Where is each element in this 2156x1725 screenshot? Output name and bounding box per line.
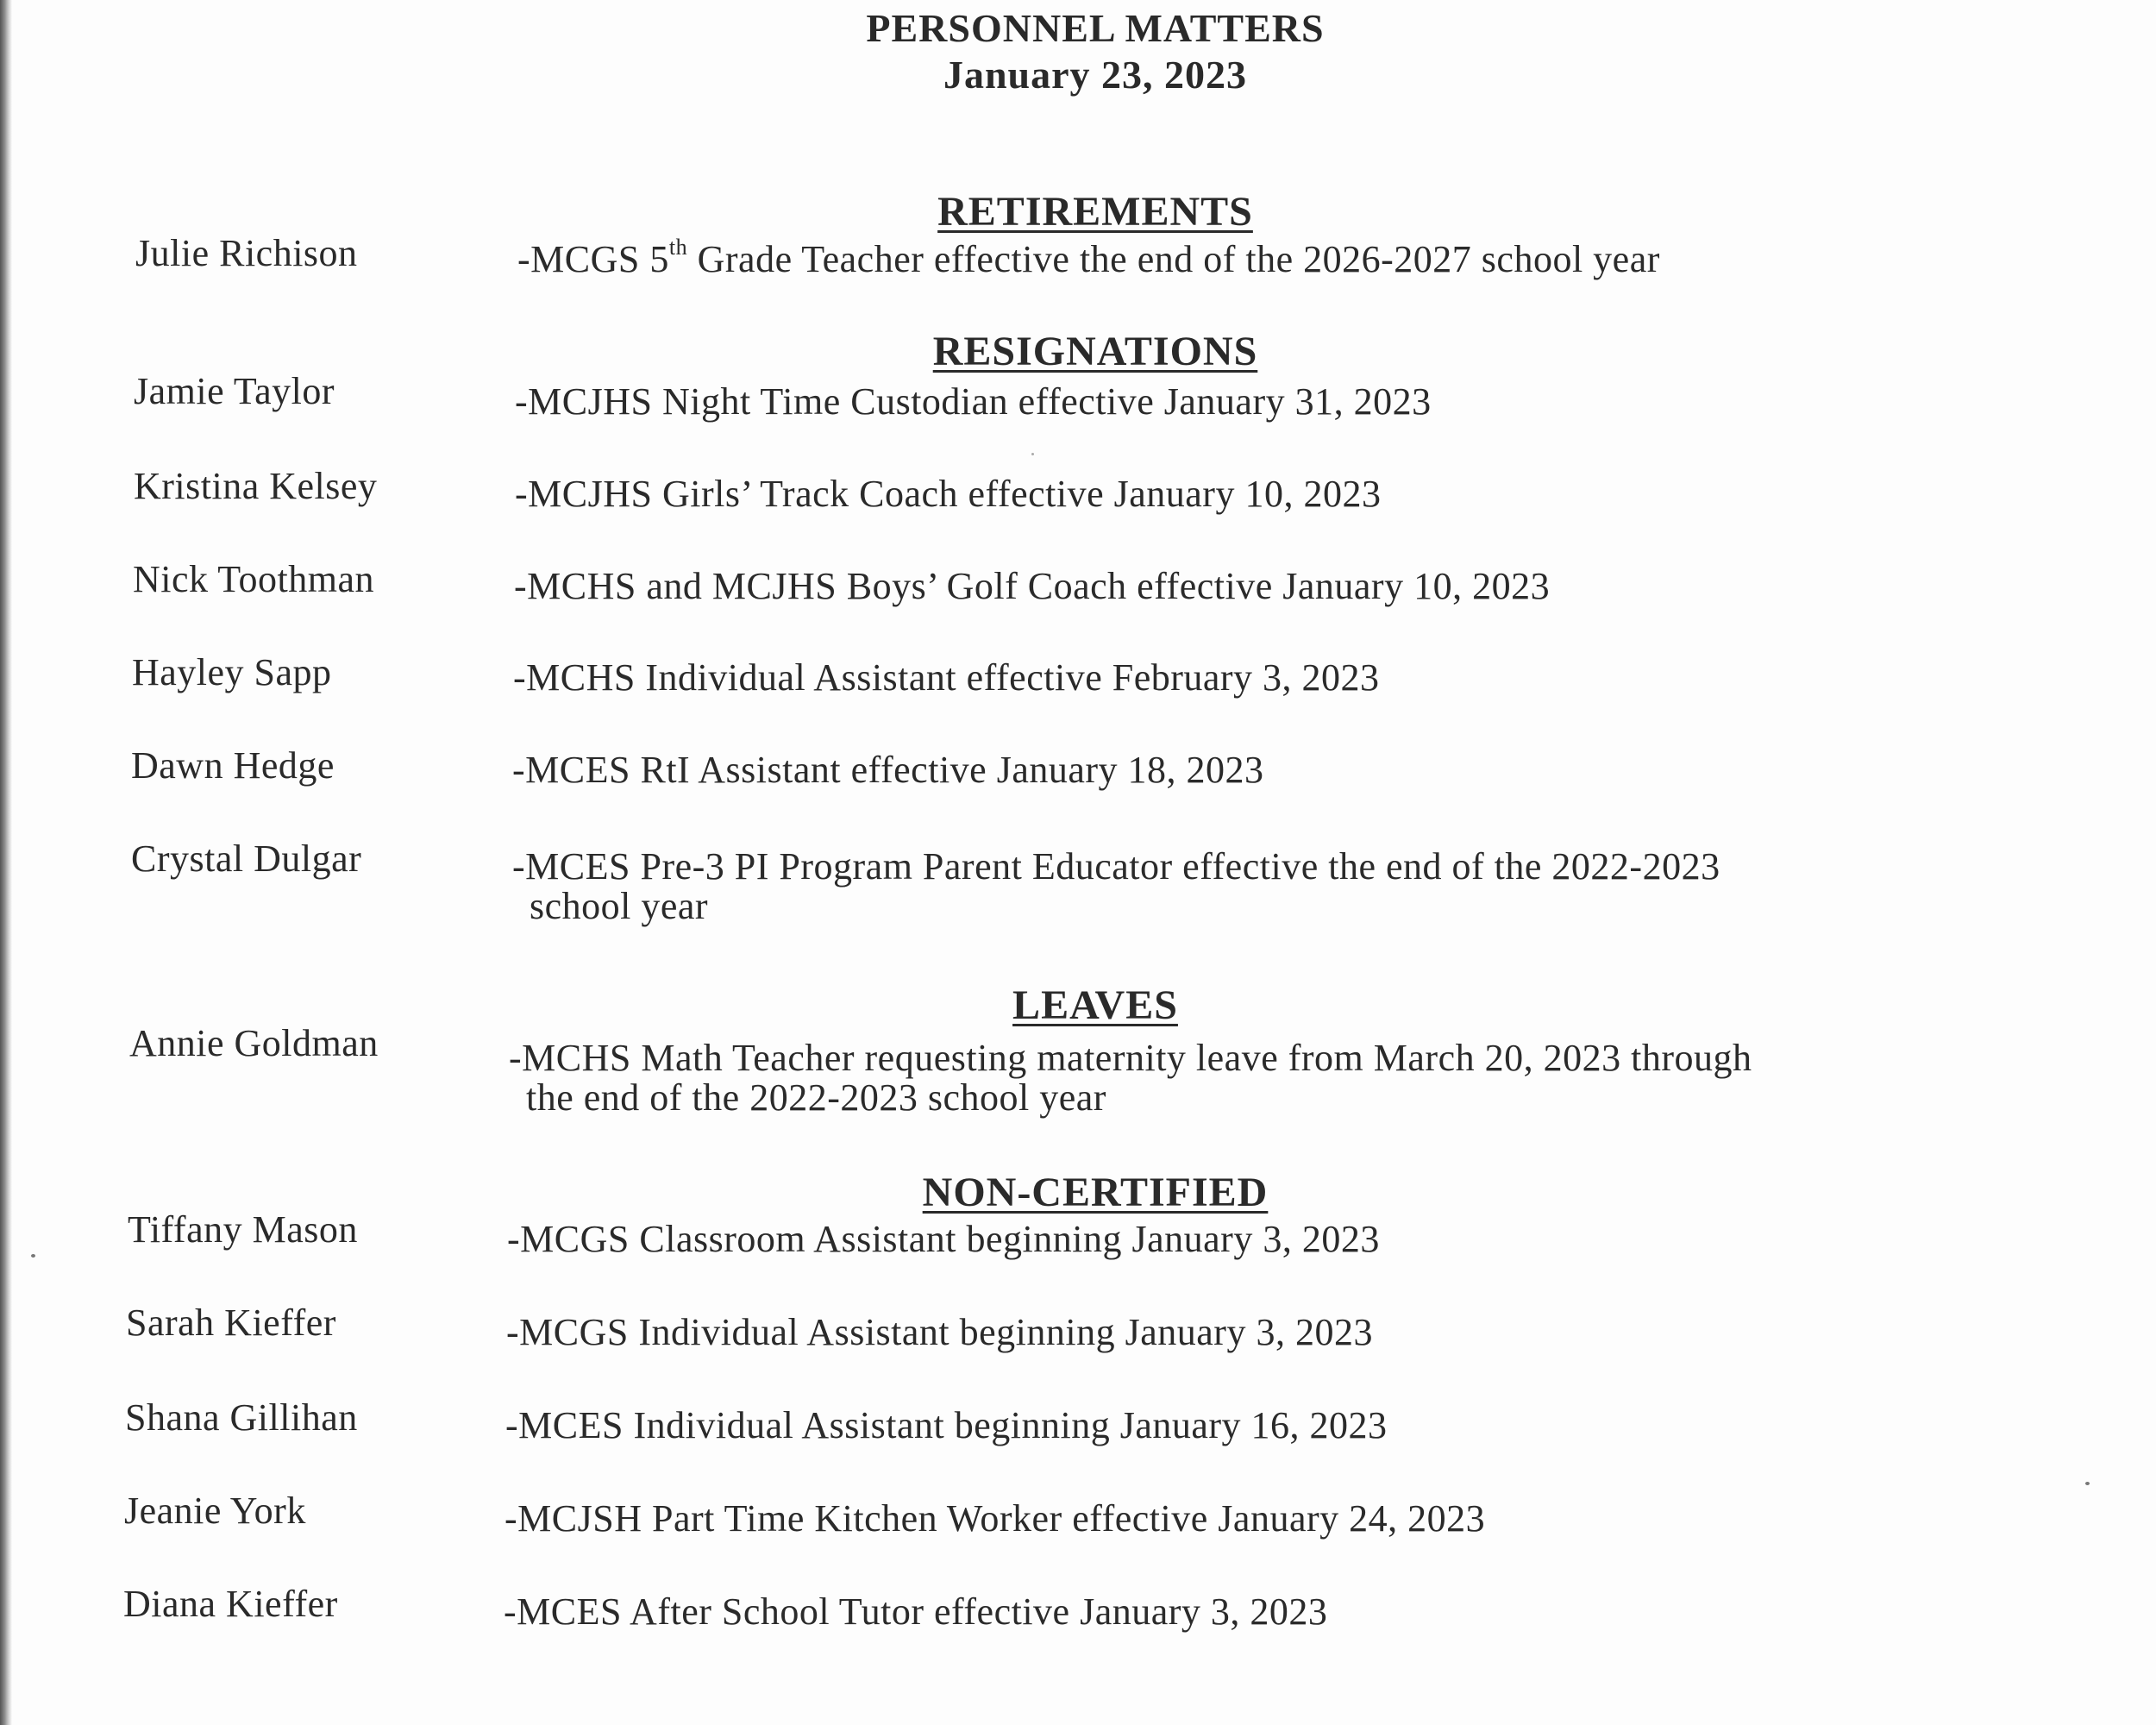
entry-name: Diana Kieffer (123, 1583, 338, 1625)
entry-description: -MCGS Individual Assistant beginning January 3, 2023 (506, 1311, 1373, 1353)
entry-description: -MCJHS Night Time Custodian effective January 31, 2023 (515, 380, 1432, 423)
entry-description-text: -MCHS Math Teacher requesting maternity leave from March 20, 2023 through (509, 1037, 1752, 1079)
entry-name: Jamie Taylor (134, 370, 335, 412)
entry-description: -MCHS and MCJHS Boys’ Golf Coach effective January 10, 2023 (514, 565, 1551, 607)
entry-name: Shana Gillihan (125, 1396, 358, 1439)
entry-description-text: Grade Teacher effective the end of the 2026-2027 school year (687, 238, 1660, 280)
section-heading-leaves: LEAVES (1012, 982, 1178, 1028)
entry-name: Kristina Kelsey (134, 465, 378, 507)
entry-description-text: -MCGS 5 (517, 238, 669, 280)
ordinal-suffix: th (668, 235, 688, 260)
entry-description-continuation: school year (530, 885, 709, 927)
scan-speck (2085, 1482, 2090, 1485)
entry-description: -MCJHS Girls’ Track Coach effective January 10, 2023 (515, 473, 1382, 515)
entry-description: -MCJSH Part Time Kitchen Worker effective January 24, 2023 (505, 1497, 1486, 1540)
entry-description (517, 235, 1660, 280)
document-title: PERSONNEL MATTERS (866, 6, 1325, 50)
scan-left-edge (0, 0, 12, 1725)
entry-description (509, 1038, 1752, 1118)
entry-description-text: -MCES Pre-3 PI Program Parent Educator effective the end of the 2022-2023 (512, 845, 1720, 888)
entry-description: -MCES After School Tutor effective January 3, 2023 (504, 1590, 1328, 1633)
entry-name: Julie Richison (135, 232, 358, 274)
entry-name: Tiffany Mason (128, 1208, 358, 1251)
scan-speck (1031, 453, 1034, 455)
entry-name: Crystal Dulgar (131, 837, 362, 880)
section-heading-non-certified: NON-CERTIFIED (922, 1170, 1269, 1215)
entry-description: -MCES RtI Assistant effective January 18, 2023 (512, 749, 1264, 791)
entry-name: Jeanie York (124, 1490, 306, 1532)
entry-description: -MCES Individual Assistant beginning January 16, 2023 (505, 1404, 1388, 1446)
scan-speck (31, 1254, 35, 1258)
section-heading-retirements: RETIREMENTS (937, 189, 1253, 235)
entry-description-continuation: the end of the 2022-2023 school year (526, 1076, 1106, 1119)
entry-description (512, 847, 1720, 926)
entry-name: Hayley Sapp (132, 651, 332, 693)
entry-name: Annie Goldman (129, 1022, 379, 1064)
entry-description: -MCHS Individual Assistant effective February 3, 2023 (513, 656, 1380, 699)
document-date: January 23, 2023 (943, 53, 1248, 97)
entry-name: Dawn Hedge (131, 744, 335, 787)
entry-description: -MCGS Classroom Assistant beginning January 3, 2023 (507, 1218, 1380, 1260)
entry-name: Sarah Kieffer (126, 1302, 336, 1344)
entry-name: Nick Toothman (133, 558, 375, 600)
section-heading-resignations: RESIGNATIONS (932, 329, 1258, 374)
